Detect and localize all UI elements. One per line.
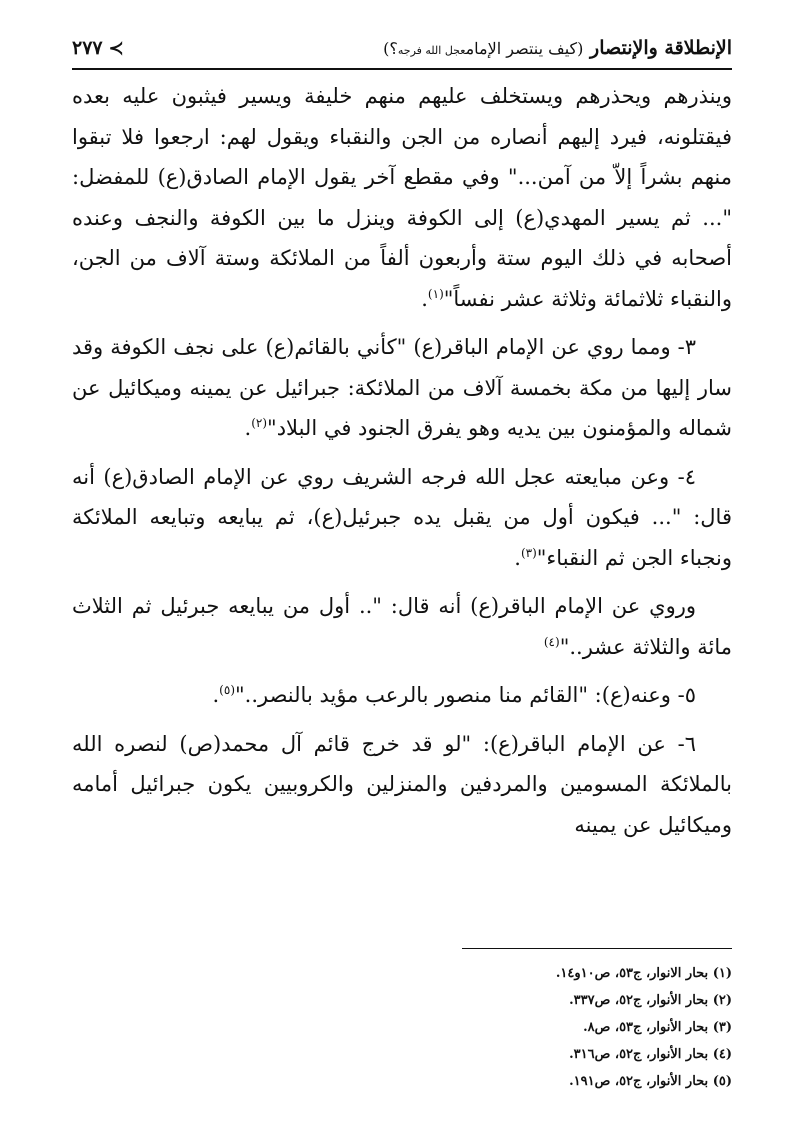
header-subtitle: (كيف ينتصر الإمامعجل الله فرجه؟) <box>383 39 584 58</box>
paragraph: ٤- وعن مبايعته عجل الله فرجه الشريف روي عن الإمام الصادق(ع) أنه قال: "... فيكون أول من يقبل يده جبرئيل(ع)، ثم يبايعه وتبايعه الملائكة ونجباء الجن ثم النقباء"$^{(٣)}$. <box>72 464 732 570</box>
paragraph: ٥- وعنه(ع): "القائم منا منصور بالرعب مؤيد بالنصر.."$^{(٥)}$. <box>212 683 696 707</box>
chevron-left-icon: ≺ <box>108 37 124 59</box>
paragraph: وينذرهم ويحذرهم ويستخلف عليهم منهم خليفة ويسير فيثبون عليه بعده فيقتلونه، فيرد إليهم أنصاره من الجن والنقباء ويقول لهم: ارجعوا فلا تبقوا منهم بشراً إلاّ من آمن..." وفي مقطع آخر يقول الإمام الصادق(ع) للمفضل: "... ثم يسير المهدي(ع) إلى الكوفة وينزل ما بين الكوفة والنجف وعنده أصحابه في ذلك اليوم ستة وأربعون ألفاً من الملائكة وستة آلاف من الجن، والنقباء ثلاثمائة وثلاثة عشر نفساً"$^{(١)}$. <box>72 84 732 311</box>
header-title: الإنطلاقة والإنتصار <box>590 37 732 59</box>
footnote-ref: (٥) <box>219 683 235 697</box>
book-page <box>72 28 732 1108</box>
footnote-divider <box>462 948 732 949</box>
running-header <box>72 28 732 70</box>
footnote-item: (٥) بحار الأنوار، ج٥٢، ص١٩١. <box>569 1074 732 1089</box>
footnote-ref: (٣) <box>520 545 537 560</box>
paragraph: وروي عن الإمام الباقر(ع) أنه قال: ".. أول من يبايعه جبرئيل ثم الثلاث مائة والثلاثة عشر.."$^{(٤)}$ <box>72 594 732 659</box>
paragraph: ٦- عن الإمام الباقر(ع): "لو قد خرج قائم آل محمد(ص) لنصره الله بالملائكة المسومين والمردفين والمنزلين والكروبيين يكون جبرائيل أمامه وميكائيل عن يمينه <box>72 731 732 837</box>
footnote-ref: (١) <box>427 286 444 301</box>
footnote-item: (٣) بحار الأنوار، ج٥٣، ص٨. <box>583 1020 732 1035</box>
paragraph: ٣- ومما روي عن الإمام الباقر(ع) "كأني بالقائم(ع) على نجف الكوفة وقد سار إليها من مكة بخمسة آلاف من الملائكة: جبرائيل عن يمينه وميكائيل عن شماله والمؤمنون بين يديه وهو يفرق الجنود في البلاد"$^{(٢)}$. <box>72 335 732 440</box>
main-text <box>72 76 732 853</box>
footnote-item: (٢) بحار الأنوار، ج٥٢، ص٣٣٧. <box>569 993 732 1008</box>
footnote-item: (١) بحار الانوار، ج٥٣، ص١٠و١٤. <box>555 966 732 981</box>
footnotes-list <box>332 960 732 1095</box>
footnote-ref: (٢) <box>251 416 268 430</box>
page-number: ٢٧٧ <box>72 37 103 59</box>
footnote-ref: (٤) <box>543 634 560 649</box>
header-title-group <box>383 37 732 59</box>
page-number-group <box>72 37 124 59</box>
footnote-item: (٤) بحار الأنوار، ج٥٢، ص٣١٦. <box>569 1047 732 1062</box>
